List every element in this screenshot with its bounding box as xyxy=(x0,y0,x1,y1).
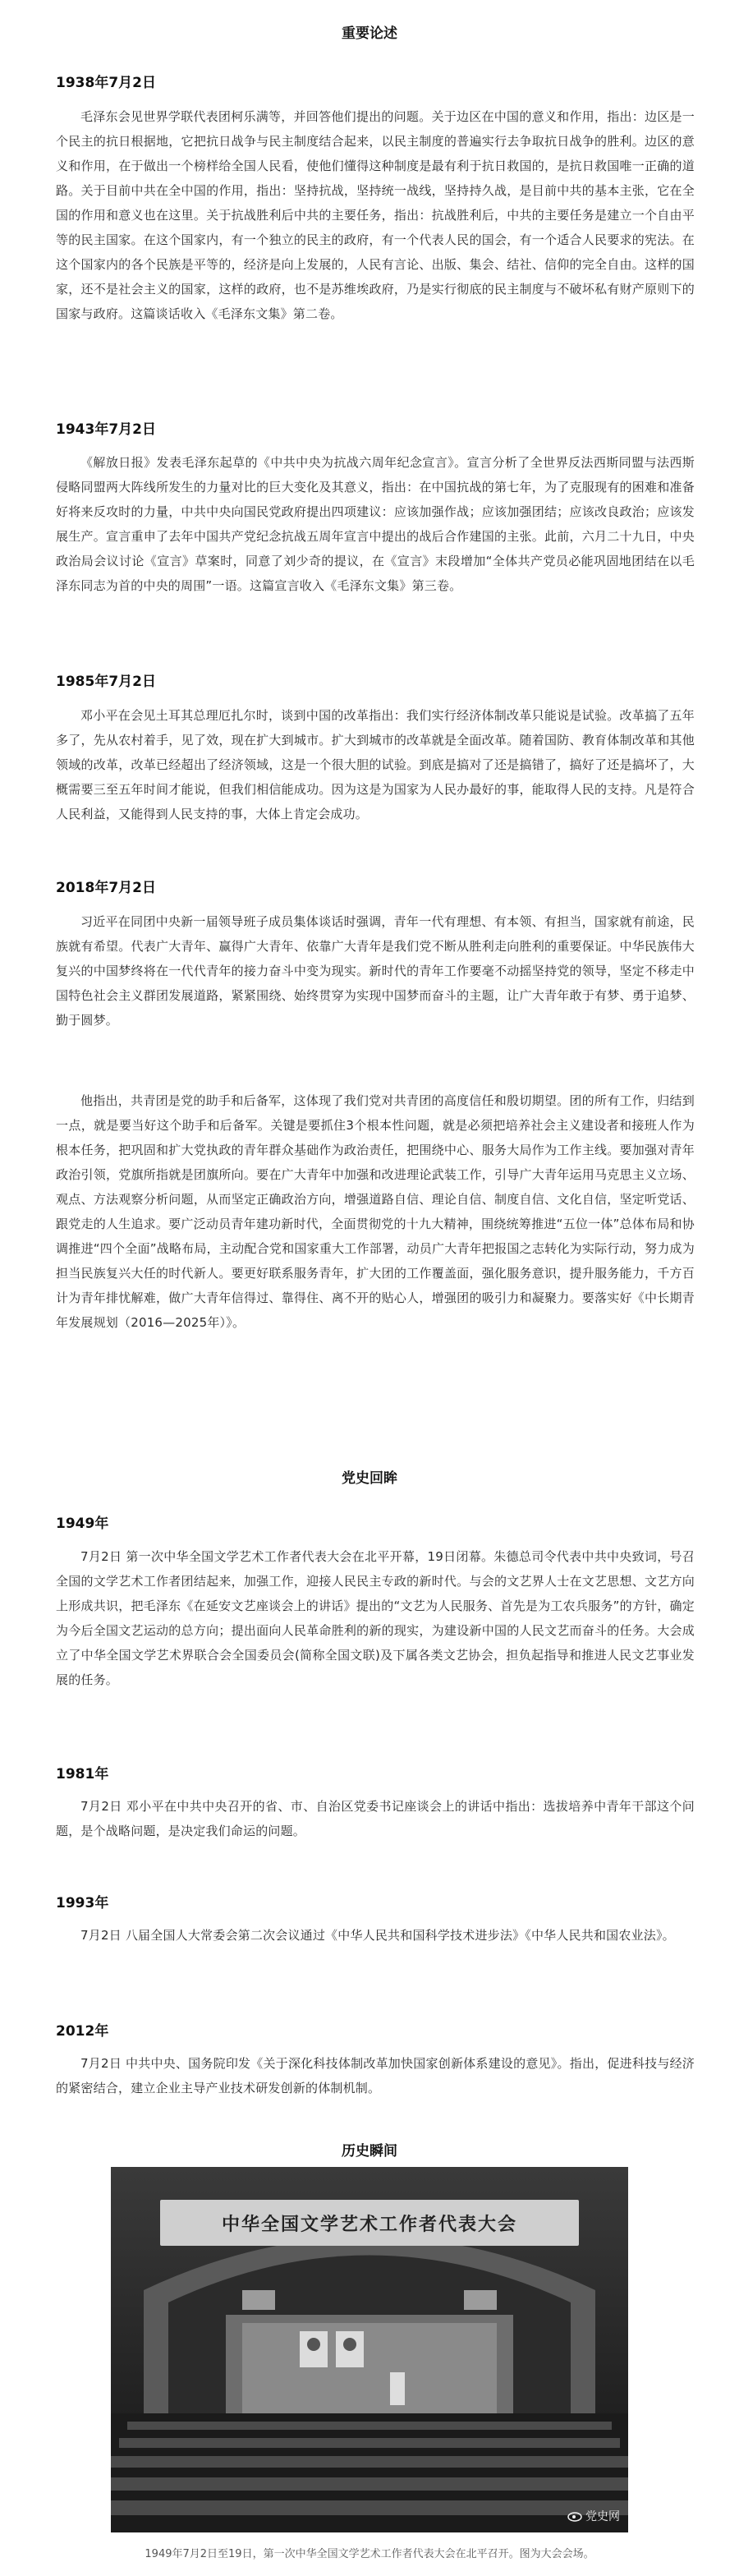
photo-banner-text: 中华全国文学艺术工作者代表大会 xyxy=(221,2213,517,2235)
section-title-moment: 历史瞬间 xyxy=(342,2143,397,2160)
entry-text: 习近平在同团中央新一届领导班子成员集体谈话时强调，青年一代有理想、有本领、有担当，国家就有前途，民族就有希望。代表广大青年、赢得广大青年、依靠广大青年是我们党不断从胜利走向胜利的重要保证。中华民族伟大复兴的中国梦终将在一代代青年的接力奋斗中变为现实。新时代的青年工作要毫不动摇坚持党的领导，坚定不移走中国特色社会主义群团发展道路，紧紧围绕、始终贯穿为实现中国梦而奋斗的主题，让广大青年敢于有梦、勇于追梦、勤于圆梦。 xyxy=(56,914,695,1028)
photo-caption: 1949年7月2日至19日，第一次中华全国文学艺术工作者代表大会在北平召开。图为大会会场。 xyxy=(145,2548,594,2560)
entry-text: 《解放日报》发表毛泽东起草的《中共中央为抗战六周年纪念宣言》。宣言分析了全世界反法西斯同盟与法西斯侵略同盟两大阵线所发生的力量对比的巨大变化及其意义，指出：在中国抗战的第七年，为了克服现有的困难和准备好将来反攻时的力量，中共中央向国民党政府提出四项建议：应该加强作战；应该加强团结；应该改良政治；应该发展生产。宣言重申了去年中国共产党纪念抗战五周年宣言中提出的战后合作建国的主张。此前，六月二十九日，中央政治局会议讨论《宣言》草案时，同意了刘少奇的提议，在《宣言》末段增加“全体共产党员必能巩固地团结在以毛泽东同志为首的中央的周围”一语。这篇宣言收入《毛泽东文集》第三卷。 xyxy=(56,455,695,593)
entry-text: 邓小平在会见土耳其总理厄扎尔时，谈到中国的改革指出：我们实行经济体制改革只能说是试验。改革搞了五年多了，先从农村着手，见了效，现在扩大到城市。扩大到城市的改革就是全面改革。随着国防、教育体制改革和其他领域的改革，改革已经超出了经济领域，这是一个很大胆的试验。到底是搞对了还是搞错了，搞好了还是搞坏了，大概需要三至五年时间才能说，但我们相信能成功。因为这是为国家为人民办最好的事，能取得人民的支持。凡是符合人民利益，又能得到人民支持的事，大体上肯定会成功。 xyxy=(56,708,695,821)
historical-photo xyxy=(111,2167,628,2532)
entry-text: 毛泽东会见世界学联代表团柯乐满等，并回答他们提出的问题。关于边区在中国的意义和作用，指出：边区是一个民主的抗日根据地，它把抗日战争与民主制度结合起来，以民主制度的普遍实行去争取抗日战争的胜利。边区的意义和作用，在于做出一个榜样给全国人民看，使他们懂得这种制度是最有利于抗日救国的，是抗日救国唯一正确的道路。关于目前中共在全中国的作用，指出：坚持抗战，坚持统一战线，坚持持久战，是目前中共的基本主张，它在全国的作用和意义也在这里。关于抗战胜利后中共的主要任务，指出：抗战胜利后，中共的主要任务是建立一个自由平等的民主国家。在这个国家内，有一个独立的民主的政府，有一个代表人民的国会，有一个适合人民要求的宪法。在这个国家内的各个民族是平等的，经济是向上发展的，人民有言论、出版、集会、结社、信仰的完全自由。这样的国家，还不是社会主义的国家，这样的政府，也不是苏维埃政府，乃是实行彻底的民主制度与不破坏私有财产原则下的国家与政府。这篇谈话收入《毛泽东文集》第二卷。 xyxy=(56,109,695,321)
entry-text-continued: 他指出，共青团是党的助手和后备军，这体现了我们党对共青团的高度信任和殷切期望。团的所有工作，归结到一点，就是要当好这个助手和后备军。关键是要抓住3个根本性问题，就是必须把培养社会主义建设者和接班人作为根本任务，把巩固和扩大党执政的青年群众基础作为政治责任，把围绕中心、服务大局作为工作主线。要加强对青年政治引领，党旗所指就是团旗所向。要在广大青年中加强和改进理论武装工作，引导广大青年运用马克思主义立场、观点、方法观察分析问题，从而坚定正确政治方向，增强道路自信、理论自信、制度自信、文化自信，坚定听党话、跟党走的人生追求。要广泛动员青年建功新时代，全面贯彻党的十九大精神，围绕统筹推进“五位一体”总体布局和协调推进“四个全面”战略布局，主动配合党和国家重大工作部署，动员广大青年把报国之志转化为实际行动，努力成为担当民族复兴大任的时代新人。要更好联系服务青年，扩大团的工作覆盖面，强化服务意识，提升服务能力，千方百计为青年排忧解难，做广大青年信得过、靠得住、离不开的贴心人，增强团的吸引力和凝聚力。要落实好《中长期青年发展规划（2016—2025年）》。 xyxy=(56,1093,695,1330)
history-text: 7月2日 第一次中华全国文学艺术工作者代表大会在北平开幕，19日闭幕。朱德总司令代表中共中央致词，号召全国的文学艺术工作者团结起来，加强工作，迎接人民民主专政的新时代。与会的文艺界人士在文艺思想、文艺方向上形成共识，把毛泽东《在延安文艺座谈会上的讲话》提出的“文艺为人民服务、首先是为工农兵服务”的方针，确定为今后全国文艺运动的总方向；提出面向人民革命胜利的新的现实，为建设新中国的人民文艺而奋斗的任务。大会成立了中华全国文学艺术界联合会全国委员会(简称全国文联)及下属各类文艺协会，担负起指导和推进人民文艺事业发展的任务。 xyxy=(56,1549,695,1687)
entry-date: 1938年7月2日 xyxy=(56,75,156,91)
history-year: 2012年 xyxy=(56,2023,109,2040)
weibo-icon xyxy=(567,2510,582,2522)
history-text: 7月2日 中共中央、国务院印发《关于深化科技体制改革加快国家创新体系建设的意见》。指出，促进科技与经济的紧密结合，建立企业主导产业技术研发创新的体制机制。 xyxy=(56,2056,695,2095)
entry-date: 1943年7月2日 xyxy=(56,421,156,438)
history-year: 1949年 xyxy=(56,1516,109,1532)
section-title-history: 党史回眸 xyxy=(342,1470,397,1487)
section-title-important: 重要论述 xyxy=(342,25,397,42)
history-year: 1981年 xyxy=(56,1766,109,1782)
watermark xyxy=(567,2508,620,2524)
history-text: 7月2日 八届全国人大常委会第二次会议通过《中华人民共和国科学技术进步法》《中华人民共和国农业法》。 xyxy=(80,1928,675,1943)
history-year: 1993年 xyxy=(56,1895,109,1911)
watermark-text: 党史网 xyxy=(585,2510,620,2523)
entry-date: 2018年7月2日 xyxy=(56,880,156,896)
entry-date: 1985年7月2日 xyxy=(56,674,156,690)
history-text: 7月2日 邓小平在中共中央召开的省、市、自治区党委书记座谈会上的讲话中指出：选拔培养中青年干部这个问题，是个战略问题，是决定我们命运的问题。 xyxy=(56,1799,695,1838)
